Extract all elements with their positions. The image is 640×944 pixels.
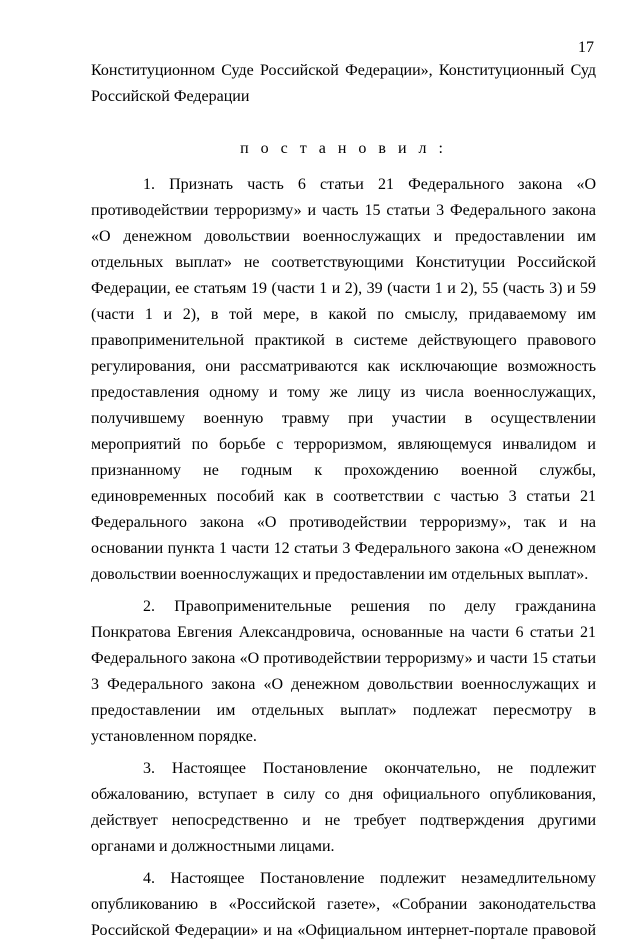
ruling-heading: п о с т а н о в и л : <box>240 140 447 157</box>
ruling-item-2: 2. Правоприменительные решения по делу гражданина Понкратова Евгения Александровича, основанные на части 6 статьи 21 Федерального закона «О противодействии терроризму» и части 15 статьи 3 Федерального закона «О денежном довольствии военнослужащих и предоставлении им отдельных выплат» подлежат пересмотру в установленном порядке. <box>91 598 596 745</box>
ruling-item-4: 4. Настоящее Постановление подлежит незамедлительному опубликованию в «Российской газете», «Собрании законодательства Российской Федерации» и на «Официальном интернет-портале правовой <box>91 870 596 939</box>
document-body <box>91 58 596 944</box>
page-number: 17 <box>578 39 594 56</box>
intro-paragraph: Конституционном Суде Российской Федерации», Конституционный Суд Российской Федерации <box>91 62 596 105</box>
ruling-item-1: 1. Признать часть 6 статьи 21 Федерального закона «О противодействии терроризму» и часть 15 статьи 3 Федерального закона «О денежном довольствии военнослужащих и предоставлении им отдельных выплат» не соответствующими Конституции Российской Федерации, ее статьям 19 (части 1 и 2), 39 (части 1 и 2), 55 (часть 3) и 59 (части 1 и 2), в той мере, в какой по смыслу, придаваемому им правоприменительной практикой в системе действующего правового регулирования, они рассматриваются как исключающие возможность предоставления одному и тому же лицу из числа военнослужащих, получившему военную травму при участии в осуществлении мероприятий по борьбе с терроризмом, являющемуся инвалидом и признанному не годным к прохождению военной службы, единовременных пособий как в соответствии с частью 3 статьи 21 Федерального закона «О противодействии терроризму», так и на основании пункта 1 части 12 статьи 3 Федерального закона «О денежном довольствии военнослужащих и предоставлении им отдельных выплат». <box>91 176 596 583</box>
ruling-item-3: 3. Настоящее Постановление окончательно, не подлежит обжалованию, вступает в силу со дня официального опубликования, действует непосредственно и не требует подтверждения другими органами и должностными лицами. <box>91 760 596 855</box>
